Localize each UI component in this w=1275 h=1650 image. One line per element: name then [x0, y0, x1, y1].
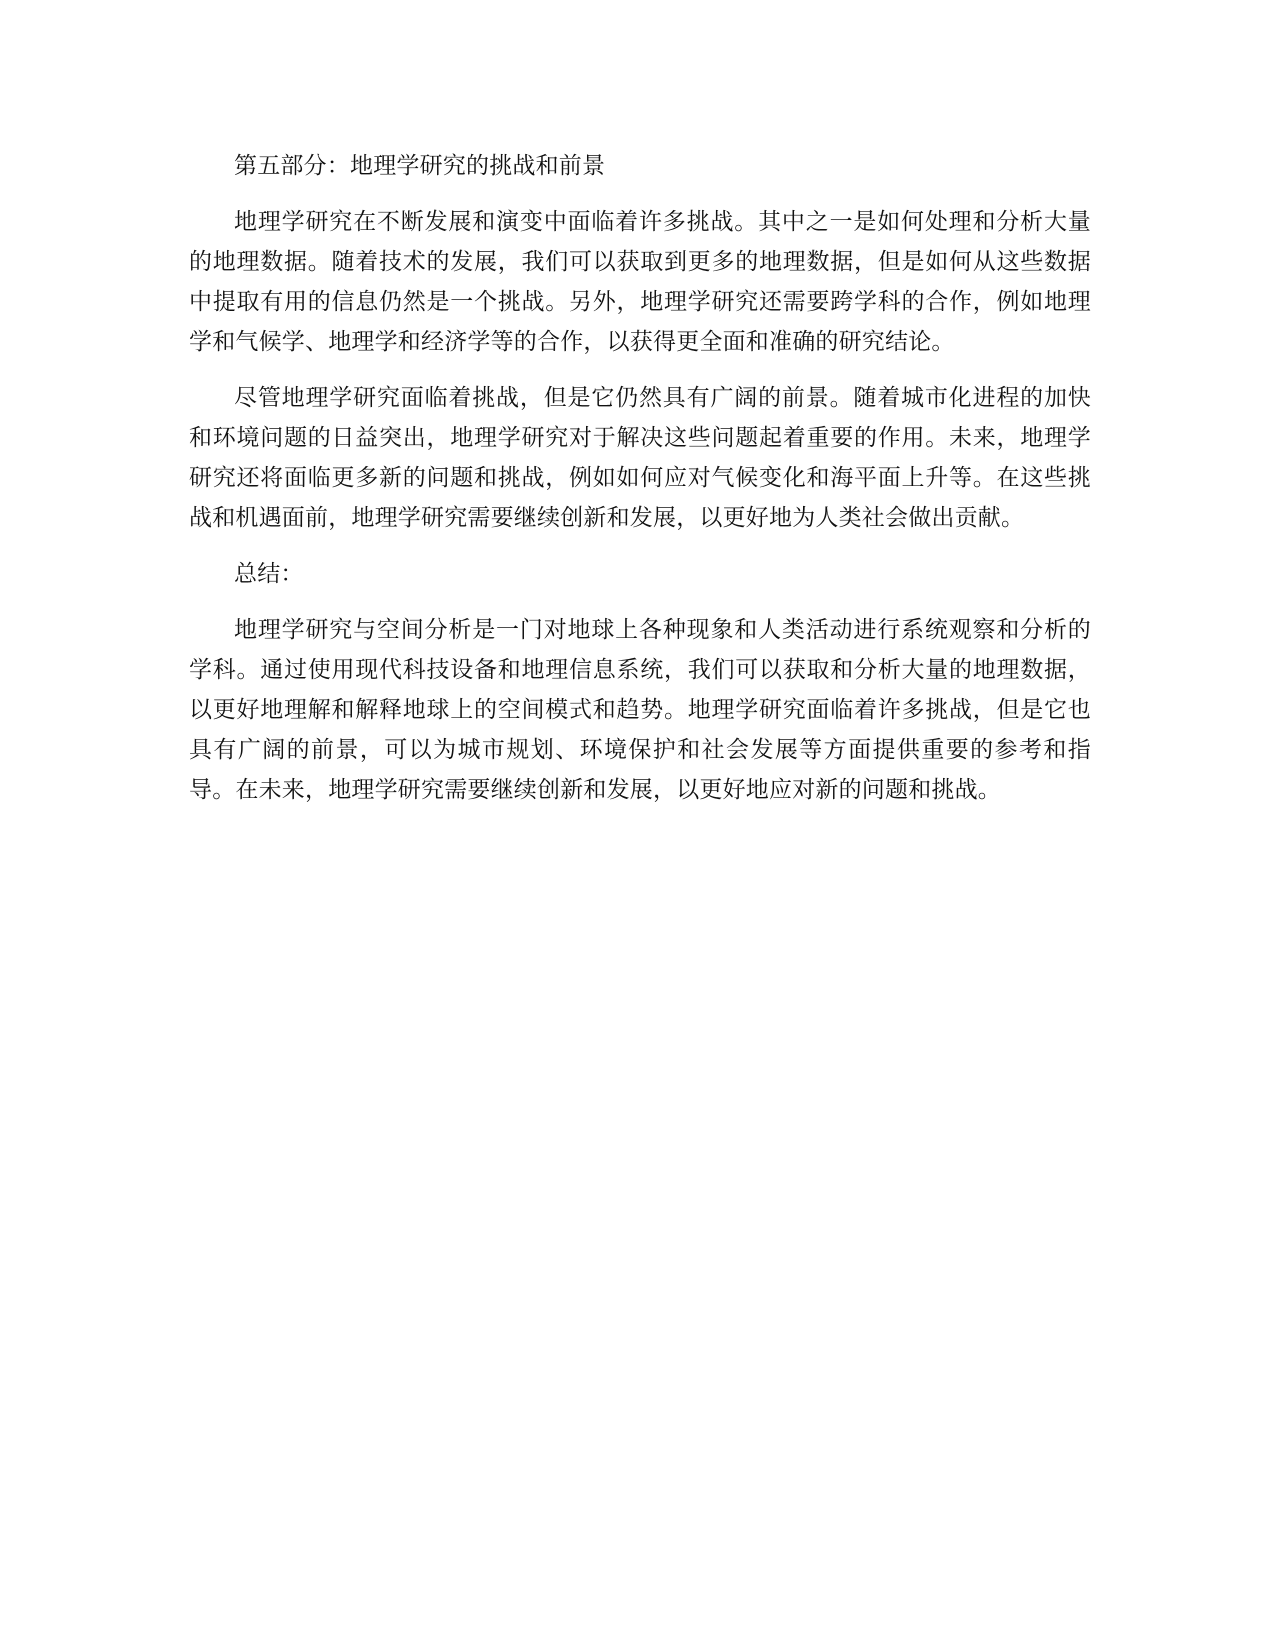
- paragraph-summary: 地理学研究与空间分析是一门对地球上各种现象和人类活动进行系统观察和分析的学科。通过使用现代科技设备和地理信息系统，我们可以获取和分析大量的地理数据，以更好地理解和解释地球上的空间模式和趋势。地理学研究面临着许多挑战，但是它也具有广阔的前景，可以为城市规划、环境保护和社会发展等方面提供重要的参考和指导。在未来，地理学研究需要继续创新和发展，以更好地应对新的问题和挑战。: [189, 617, 1091, 803]
- section-heading: 第五部分：地理学研究的挑战和前景: [234, 153, 606, 179]
- summary-heading: 总结：: [234, 561, 304, 587]
- paragraph-prospects: 尽管地理学研究面临着挑战，但是它仍然具有广阔的前景。随着城市化进程的加快和环境问题的日益突出，地理学研究对于解决这些问题起着重要的作用。未来，地理学研究还将面临更多新的问题和挑战，例如如何应对气候变化和海平面上升等。在这些挑战和机遇面前，地理学研究需要继续创新和发展，以更好地为人类社会做出贡献。: [189, 385, 1091, 531]
- paragraph-challenges: 地理学研究在不断发展和演变中面临着许多挑战。其中之一是如何处理和分析大量的地理数据。随着技术的发展，我们可以获取到更多的地理数据，但是如何从这些数据中提取有用的信息仍然是一个挑战。另外，地理学研究还需要跨学科的合作，例如地理学和气候学、地理学和经济学等的合作，以获得更全面和准确的研究结论。: [189, 209, 1091, 355]
- document-body: [189, 146, 1091, 826]
